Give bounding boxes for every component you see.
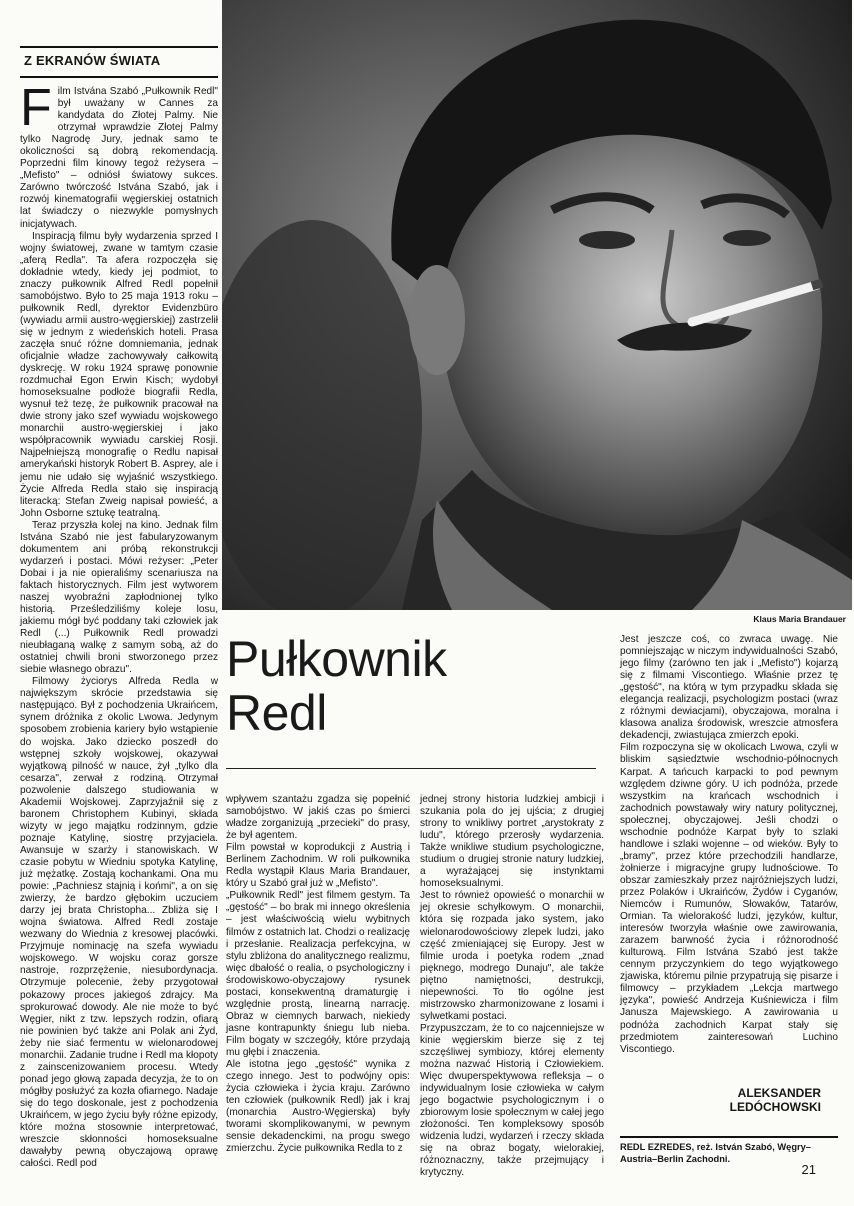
actor-photo: [222, 0, 852, 610]
section-title: Z EKRANÓW ŚWIATA: [24, 53, 161, 68]
film-credits: REDL EZREDES, reż. István Szabó, Węgry–Austria–Berlin Zachodni.: [620, 1136, 838, 1165]
article-column-2: wpływem szantażu zgadza się popełnić samobójstwo. W jakiś czas po śmierci władze zorganizują „przecieki" do prasy, że był agentem. Film powstał w koprodukcji z Austrią i Berlinem Zachodnim. W roli pułkownika Redla wystąpił Klaus Maria Brandauer, który u Szabó grał już w „Mefisto". „Pułkownik Redl" jest filmem gestym. Ta „gęstość" – bo brak mi innego określenia – jest właściwością wielu wybitnych filmów z ostatnich lat. Chodzi o realizację i przesłanie. Realizacja perfekcyjna, w stylu zbliżona do analitycznego realizmu, więc dbałość o realia, o psychologiczny i środowiskowo-obyczajowy rysunek postaci, konsekwentną dramaturgię i względnie prostą, linearną narrację. Obraz w ciemnych barwach, niekiedy jasne kontrapunkty śniegu lub nieba. Film bogaty w szczegóły, które przydają mu głębi i znaczenia. Ale istotna jego „gęstość" wynika z czego innego. Jest to podwójny opis: życia człowieka i życia kraju. Zarówno ten człowiek (pułkownik Redl) jak i kraj (monarchia Austro-Węgierska) były tworami skomplikowanymi, w pewnym sensie dekadenckimi, na progu swego zmierzchu. Życie pułkownika Redla to z: [226, 794, 411, 1155]
photo-caption: Klaus Maria Brandauer: [753, 614, 846, 624]
title-line-1: Pułkownik: [226, 631, 447, 687]
author-line-1: ALEKSANDER: [737, 1086, 821, 1100]
article-column-1: [20, 79, 218, 1170]
paragraph-4: Filmowy życiorys Alfreda Redla w największym skrócie przedstawia się następująco. Był z pochodzenia Ukraińcem, synem dróżnika z okolic Lwowa. Jedynym sposobem zrobienia kariery było wstąpienie do wojska. Jako dziecko poszedł do wstępnej szkoły wojskowej, okazywał wyjątkową pilność w nauce, żył „tylko dla cesarza", zerwał z rodziną. Otrzymał pozwolenie dalszego studiowania w Akademii Wojskowej. Zaprzyjaźnił się z baronem Christophem Kubinyi, składa wizyty w jego majątku rodzinnym, gdzie poznaje Katylinę, siostrę przyjaciela. Awansuje w szarży i stanowiskach. W czasie pobytu w Wiedniu spotyka Katylinę, już mężatkę. Zostają kochankami. Ona mu powie: „Pachniesz stajnią i końmi", a on się zwierzy, że bardzo głębokim uczuciem darzy jej brata Christopha... Zbliża się I wojna światowa. Alfred Redl zostaje wezwany do Wiednia z kresowej placówki. Przyjmuje nominację na szefa wywiadu wojskowego. W wojsku coraz gorsze nastroje, rozprzężenie, niesubordynacja. Otrzymuje polecenie, żeby przygotował pokazowy proces jakiegoś zdrajcy. Ma sprokurować dowody. Ale nie może to być Węgier, nikt z tzw. lepszych rodzin, ofiarą nie powinien być także ani Polak ani Żyd, żeby nie siać fermentu w wielonarodowej monarchii. Zadanie trudne i Redl ma kłopoty z zainscenizowaniem procesu. Wtedy ponad jego głową zapada decyzja, że to on mógłby posłużyć za kozła ofiarnego. Nadaje się do tego doskonale, jest z pochodzenia Ukraińcem, w jego życiu były różne epizody, które można stosownie interpretować, wreszcie skłonności homoseksualne dawałyby pewną obyczajową oprawę całości. Redl pod: [20, 676, 218, 1170]
drop-cap: F: [20, 79, 52, 137]
author-name: [730, 1086, 821, 1114]
paragraph-1: Film Istvána Szabó „Pułkownik Redl" był uważany w Cannes za kandydata do Złotej Palmy. Nie otrzymał wprawdzie Złotej Palmy tylko Nagrodę Jury, jednak samo te okoliczności są dobrą rekomendacją. Poprzedni film kinowy tegoż reżysera – „Mefisto" – odniósł światowy sukces. Zarówno twórczość Istvána Szabó, jak i rozwój kinematografii węgierskiej ostatnich lat świadczy o niezwykle pomysłnych inicjatywach.: [20, 79, 218, 230]
author-line-2: LEDÓCHOWSKI: [729, 1100, 821, 1114]
section-header: [20, 46, 218, 78]
title-rule: [226, 768, 596, 769]
article-column-3: jednej strony historia ludzkiej ambicji i szukania pola do jej ujścia; z drugiej strony to wnikliwy portret „arystokraty z ludu", którego przerosły wydarzenia. Także wnikliwe studium psychologiczne, studium o drugiej stronie natury ludzkiej, a wyrażającej się instynktami homoseksualnymi. Jest to również opowieść o monarchii w jej okresie schyłkowym. O monarchii, która się rozpada jako system, jako wielonarodowościowy zlepek ludzi, jako część zmieniającej się Europy. Jest w filmie uroda i poetyka rodem „znad pięknego, modrego Dunaju", ale także piętno namiętności, destrukcji, niepewności. To tło ogólne jest mistrzowsko zharmonizowane z losami i sylwetkami postaci. Przypuszczam, że to co najcenniejsze w kinie węgierskim bierze się z tej szczęśliwej symbiozy, której elementy można nazwać Historią i Człowiekiem. Więc dwuperspektywowa refleksja – o indywidualnym losie człowieka w całym jego bogactwie psychologicznym i o zbiorowym losie społecznym w całej jego złożoności. Ten kompleksowy sposób widzenia ludzi, wydarzeń i rzeczy składa się na obraz bogaty, wielorakiej, różnoznaczny, także przejmujący i krytyczny.: [420, 794, 604, 1179]
paragraph-2: Inspiracją filmu były wydarzenia sprzed I wojny światowej, zwane w tamtym czasie „aferą Redla". Ta afera rozpoczęła się dokładnie wtedy, kiedy jej podmiot, to znaczy pułkownik Alfred Redl popełnił samobójstwo. Było to 25 maja 1913 roku – pułkownik Redl, dyrektor Evidenzbüro (wywiadu armii austro-węgierskiej) zastrzelił się w jednym z wiedeńskich hoteli. Prasa zaczęła snuć różne domniemania, jednak oficjalnie władze zachowywały całkowitą dyskrecję. W roku 1924 sprawę ponownie rozdmuchał Egon Erwin Kisch; wydobył homoseksualne podłoże biografii Redla, wysnuł też tezę, że pułkownik pracował na dwie strony jako szef wywiadu wojskowego monarchii austro-węgierskiej i jako współpracownik wywiadu carskiej Rosji. Najpełniejszą monografię o Redlu napisał amerykański historyk Robert B. Asprey, ale i jemu nie udało się wyjaśnić wszystkiego. Życie Alfreda Redla stało się inspiracją literacką: Stefan Zweig napisał powieść, a John Osborne sztukę teatralną.: [20, 230, 218, 519]
paragraph-3: Teraz przyszła kolej na kino. Jednak film Istvána Szabó nie jest fabularyzowanym dokumentem ani próbą rekonstrukcji wydarzeń i postaci. Mówi reżyser: „Peter Dobai i ja nie opieraliśmy scenariusza na faktach historycznych. Film jest wytworem naszej wyobraźni zapłodnionej tylko historią. Prześledziliśmy koleje losu, jakiemu mógł być poddany taki człowiek jak Redl (...) Pułkownik Redl prowadzi nieubłaganą walkę z samym sobą, aż do ostatniej chwili broni stworzonego przez siebie własnego obrazu".: [20, 519, 218, 676]
title-line-2: Redl: [226, 685, 327, 741]
article-column-4: Jest jeszcze coś, co zwraca uwagę. Nie pomniejszając w niczym indywidualności Szabó, jego filmy (zarówno ten jak i „Mefisto") kojarzą się z filmami Viscontiego. Właśnie przez tę „gęstość", na którą w tym przypadku składa się elegancja realizacji, psychologizm postaci (wraz z różnymi dewiacjami), obyczajowa, moralna i klasowa analiza środowisk, wreszcie atmosfera dekadencji, zwiastująca zmierzch epoki. Film rozpoczyna się w okolicach Lwowa, czyli w bliskim sąsiedztwie wschodnio-północnych Karpat. A tańcuch karpacki to pod pewnym względem dziwne góry. U ich podnóża, przede wszystkim na krańcach wschodnich i zachodnich powstawały wiry natury politycznej, społecznej, obyczajowej. Jeśli chodzi o wschodnie podnóże Karpat były to szlaki handlowe i szlaki wojenne – od wieków. Były to „bramy", przez które przechodzili handlarze, żołnierze i migracyjne grupy ludnościowe. To obszar zamieszkały przez najróżniejszych ludzi, przez Polaków i Ukraińców, Żydów i Cyganów, Niemców i Rumunów, Słowaków, Tatarów, Ormian. Ta wielorakość ludzi, języków, kultur, interesów tworzyła właśnie owe zawirowania, zarazem barwność życia i różnorodność kulturową. Film Istvána Szabó jest także cennym przyczynkiem do tego wyjątkowego zjawiska, któremu pilnie przypatrują się pisarze i filmowcy – przykładem „Lekcja martwego języka", powieść Andrzeja Kuśniewicza i film Janusza Majewskiego. A zawirowania u podnóża zachodnich Karpat stały się przedmiotem zainteresowań Luchino Viscontiego.: [620, 634, 838, 1055]
page-number: 21: [801, 1162, 816, 1177]
article-title: [226, 632, 447, 740]
